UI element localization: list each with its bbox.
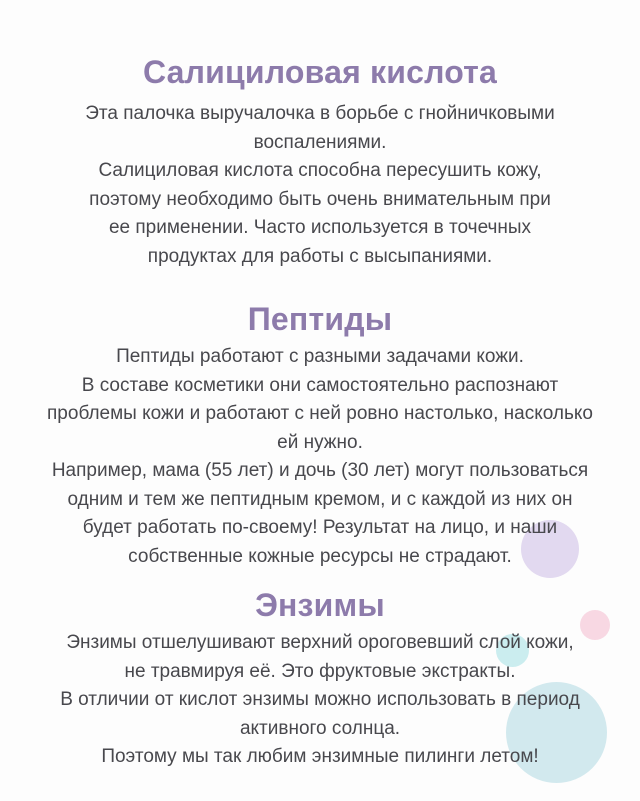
text-line: Эта палочка выручалочка в борьбе с гнойничковыми bbox=[85, 103, 555, 124]
section-body-enzymes bbox=[0, 629, 640, 772]
text-line: Поэтому мы так любим энзимные пилинги летом! bbox=[101, 746, 539, 767]
text-line: Салициловая кислота способна пересушить кожу, bbox=[98, 160, 542, 181]
text-line: проблемы кожи и работают с ней ровно настолько, насколько bbox=[47, 403, 593, 424]
text-line: В составе косметики они самостоятельно распознают bbox=[81, 374, 559, 396]
text-line: ее применении. Часто используется в точечных bbox=[108, 217, 532, 238]
text-line: Пептиды работают с разными задачами кожи. bbox=[116, 346, 524, 367]
section-heading-peptides: Пептиды bbox=[247, 301, 393, 337]
text-line: будет работать по-своему! Результат на лицо, и наши bbox=[82, 517, 558, 538]
section-heading-enzymes: Энзимы bbox=[255, 587, 385, 623]
text-line: одним и тем же пептидным кремом, и с каждой из них он bbox=[67, 488, 573, 510]
text-line: ей нужно. bbox=[277, 431, 363, 453]
text-line: В отличии от кислот энзимы можно использовать в период bbox=[60, 689, 580, 710]
text-line: активного солнца. bbox=[239, 717, 401, 739]
section-heading-salicylic-acid: Салициловая кислота bbox=[142, 54, 498, 90]
text-line: воспалениями. bbox=[253, 131, 387, 153]
section-body-salicylic-acid bbox=[0, 100, 640, 271]
text-line: не травмируя её. Это фруктовые экстракты. bbox=[124, 660, 516, 682]
text-line: Например, мама (55 лет) и дочь (30 лет) могут пользоваться bbox=[51, 460, 589, 481]
section-peptides bbox=[0, 299, 640, 571]
section-body-peptides bbox=[0, 343, 640, 571]
text-line: собственные кожные ресурсы не страдают. bbox=[128, 545, 512, 567]
section-salicylic-acid bbox=[0, 52, 640, 271]
section-enzymes bbox=[0, 585, 640, 772]
text-line: продуктах для работы с высыпаниями. bbox=[147, 245, 493, 267]
text-line: Энзимы отшелушивают верхний ороговевший слой кожи, bbox=[66, 632, 574, 653]
text-line: поэтому необходимо быть очень внимательным при bbox=[89, 188, 551, 210]
